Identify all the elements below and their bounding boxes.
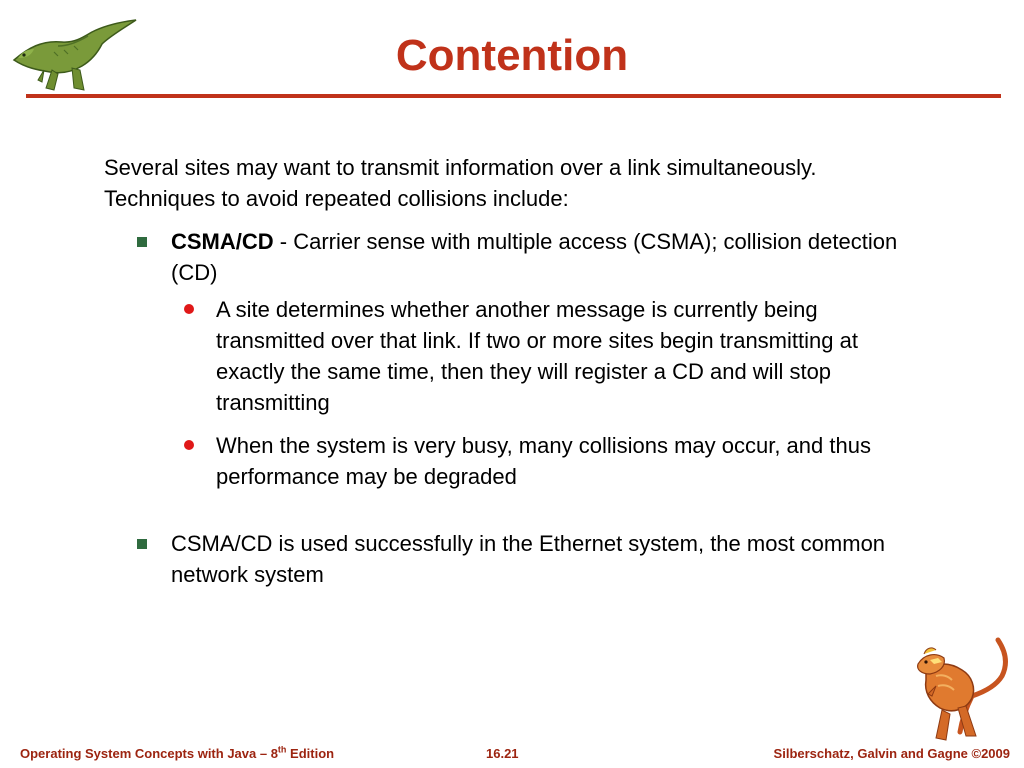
round-bullet-icon [184,304,194,314]
footer-book-title: Operating System Concepts with Java – 8th Edition [20,744,335,761]
sub-bullet-text: When the system is very busy, many collisions may occur, and thus performance may be degraded [216,433,871,489]
title-underline [26,94,1001,98]
slide-title: Contention [395,31,629,80]
bullet-text: CSMA/CD is used successfully in the Ethernet system, the most common network system [171,531,886,587]
slide-body [104,152,924,590]
square-bullet-icon [137,237,147,247]
round-bullet-icon [184,440,194,450]
sub-bullet-text: A site determines whether another message is currently being transmitted over that link. If two or more sites begin transmitting at exactly the same time, then they will register a CD and will stop transmitting [216,297,858,415]
sub-bullet-site-determines [104,294,924,418]
bullet-ethernet [104,528,924,590]
green-dinosaur-icon [8,18,142,94]
sub-bullet-system-busy [104,430,924,492]
footer-authors: Silberschatz, Galvin and Gagne ©2009 [773,746,1010,761]
intro-paragraph: Several sites may want to transmit information over a link simultaneously. Techniques to avoid repeated collisions include: [104,155,817,211]
footer-page-number: 16.21 [486,746,519,761]
orange-dinosaur-icon [906,636,1012,744]
bullet-text: - Carrier sense with multiple access (CSMA); collision detection (CD) [171,229,898,285]
bullet-bold-label: CSMA/CD [171,229,274,254]
square-bullet-icon [137,539,147,549]
bullet-csma-cd [104,226,924,288]
